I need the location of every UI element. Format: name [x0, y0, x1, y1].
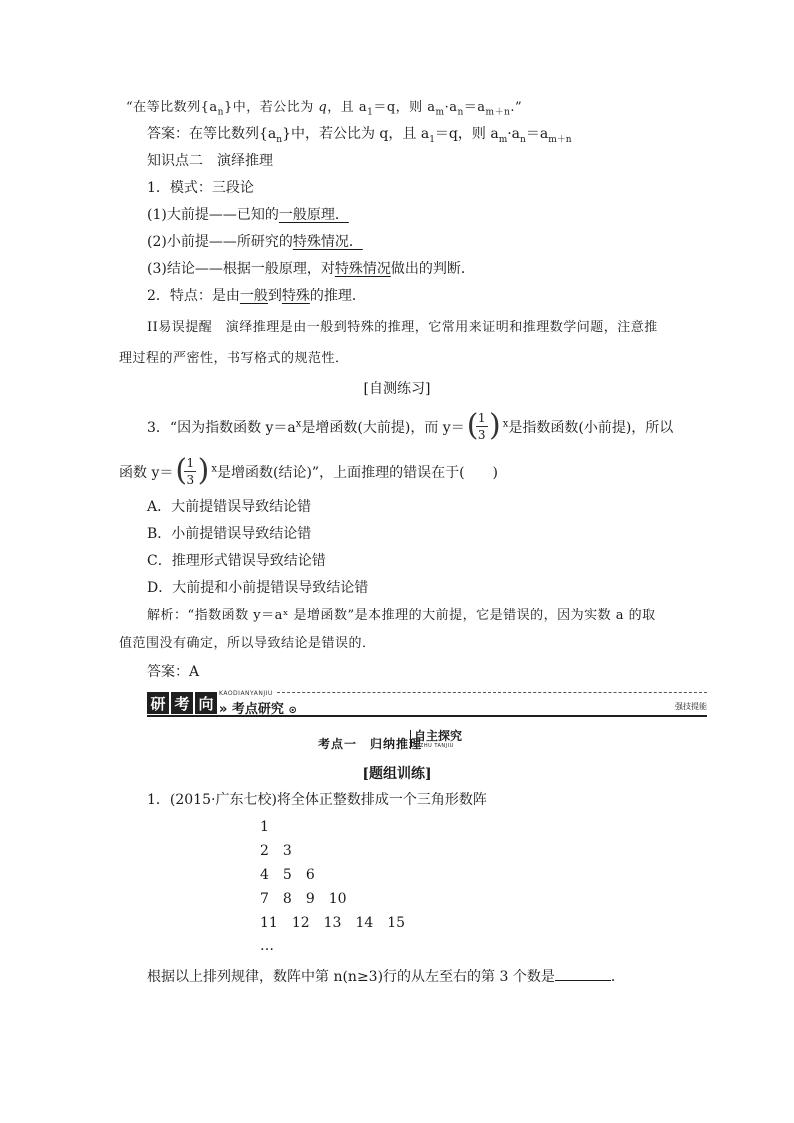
fraction-paren-1 [466, 408, 501, 443]
q3-text-d: 函数 y＝ [119, 465, 174, 481]
concl-suffix: 做出的判断． [390, 261, 475, 277]
q3-text-a: 3．“因为指数函数 y＝a [147, 420, 296, 436]
frac-den: 3 [186, 473, 195, 487]
knowledge-title: 知识点二 演绎推理 [147, 153, 273, 169]
analysis-line-1: 解析：“指数函数 y＝aˣ 是增函数”是本推理的大前提，它是错误的，因为实数 a 的取 [147, 608, 656, 623]
badge-big: 自主探究 [414, 729, 463, 743]
quote-text-a: “在等比数列{a [126, 100, 218, 115]
self-test-title: [自测练习] [363, 381, 431, 397]
banner-box-3: 向 [195, 692, 217, 714]
banner-box-1: 研 [147, 692, 169, 714]
banner-dash-line [277, 692, 707, 693]
quote-text-d: ＝q，则 a [373, 100, 436, 115]
problem1-intro: 1．(2015·广东七校)将全体正整数排成一个三角形数阵 [147, 792, 487, 808]
minor-premise [147, 232, 363, 252]
left-paren: ( [466, 408, 479, 443]
triangle-row-5: 11 12 13 14 15 [260, 915, 406, 931]
quote-text-f: ＝a [463, 100, 486, 115]
major-premise [147, 205, 349, 225]
quote-sub-n2: n [457, 107, 464, 118]
answer-3: 答案：A [147, 664, 200, 680]
answer-line-1 [147, 124, 572, 150]
banner-right-label: 强技提能 [675, 702, 707, 711]
triangle-row-6: … [260, 938, 274, 954]
q3-text-c: 是指数函数(小前提)，所以 [508, 420, 674, 436]
major-underline: 一般原理． [278, 207, 349, 223]
answer1-sub-n: n [276, 134, 283, 145]
quote-text-g: .” [510, 100, 523, 115]
circle-icon: ⊙ [288, 705, 297, 716]
q3-text-b: 是增函数(大前提)，而 y＝ [301, 420, 465, 436]
answer1-text-c: ＝q，则 a [434, 126, 499, 142]
left-paren: ( [175, 453, 188, 488]
quote-sub-m: m [435, 107, 445, 118]
quote-text-c: ，且 a [327, 100, 368, 115]
right-paren: ) [197, 453, 210, 488]
fraction-paren-2 [175, 453, 210, 488]
frac-num: 1 [186, 456, 195, 470]
question-suffix: ． [610, 969, 625, 985]
feature-u1: 一般 [239, 288, 268, 304]
quote-sub-n: n [217, 107, 224, 118]
feature-suffix: 的推理． [309, 288, 366, 304]
q3-exp-2: x [502, 418, 509, 430]
conclusion-item [147, 259, 475, 279]
analysis-line-2: 值范围没有确定，所以导致结论是错误的． [119, 636, 376, 651]
quote-text-b: }中，若公比为 [223, 100, 319, 115]
answer1-text-d: ·a [507, 126, 521, 142]
question3-line-1 [147, 408, 674, 443]
triangle-row-4: 7 8 9 10 [260, 891, 347, 907]
right-paren: ) [489, 408, 501, 443]
drill-title: [题组训练] [362, 766, 432, 782]
answer1-text-e: ＝a [525, 126, 549, 142]
quote-sub-1: 1 [367, 107, 374, 118]
q3-text-e: 是增函数(结论)”，上面推理的错误在于( ) [217, 465, 499, 481]
answer1-sub-mn: m＋n [548, 134, 572, 145]
banner-boxes [147, 692, 217, 714]
answer1-sub-m: m [498, 134, 508, 145]
quote-sub-mn: m＋n [485, 107, 511, 118]
answer-blank [555, 966, 611, 981]
section-banner [147, 690, 707, 716]
banner-title-text: » 考点研究 [219, 702, 284, 717]
option-c: C．推理形式错误导致结论错 [147, 553, 326, 569]
option-b: B．小前提错误导致结论错 [147, 526, 312, 542]
option-a: A．大前提错误导致结论错 [147, 499, 312, 515]
feature-prefix: 2．特点：是由 [147, 288, 240, 304]
frac-num: 1 [477, 411, 486, 425]
triangle-row-3: 4 5 6 [260, 867, 315, 883]
frac-bar [476, 426, 488, 427]
minor-prefix: (2)小前提——所研究的 [147, 234, 293, 250]
major-prefix: (1)大前提——已知的 [147, 207, 279, 223]
question3-line-2 [119, 453, 499, 488]
answer1-sub-n2: n [520, 134, 526, 145]
frac-den: 3 [477, 428, 486, 442]
fraction-1 [476, 411, 488, 442]
concl-prefix: (3)结论——根据一般原理，对 [147, 261, 335, 277]
quote-q: q [318, 100, 328, 115]
reminder-line-2: 理过程的严密性，书写格式的规范性． [119, 351, 349, 366]
frac-bar [184, 471, 196, 472]
feature-u2: 特殊 [281, 288, 310, 304]
feature-item [147, 286, 366, 306]
q3-exp-1: x [295, 418, 302, 430]
feature-mid: 到 [267, 288, 282, 304]
banner-box-2: 考 [171, 692, 193, 714]
mode-item: 1．模式：三段论 [147, 180, 254, 196]
badge-small: ZIZHU TANJIU [414, 743, 454, 749]
option-d: D．大前提和小前提错误导致结论错 [147, 580, 369, 596]
concl-underline: 特殊情况 [334, 261, 391, 277]
problem1-question [147, 966, 625, 987]
minor-underline: 特殊情况． [292, 234, 363, 250]
top-quote [126, 98, 522, 123]
q3-exp-3: x [211, 463, 217, 475]
section-label: 考点一 归纳推理 [318, 737, 423, 751]
answer1-text-b: }中，若公比为 q，且 a [282, 126, 430, 142]
reminder-line-1: ⅠⅠ易误提醒 演绎推理是由一般到特殊的推理，它常用来证明和推理数学问题，注意推 [147, 320, 658, 335]
banner-underline [147, 715, 707, 717]
answer1-text-a: 答案：在等比数列{a [147, 126, 277, 142]
answer1-sub-1: 1 [429, 134, 435, 145]
triangle-row-2: 2 3 [260, 843, 292, 859]
question-text: 根据以上排列规律，数阵中第 n(n≥3)行的从左至右的第 3 个数是 [147, 969, 555, 985]
quote-text-e: ·a [444, 100, 458, 115]
section-badge [410, 730, 462, 749]
fraction-2 [184, 456, 196, 487]
triangle-row-1: 1 [260, 819, 269, 835]
banner-pinyin: KAODIANYANJIU [219, 690, 273, 697]
